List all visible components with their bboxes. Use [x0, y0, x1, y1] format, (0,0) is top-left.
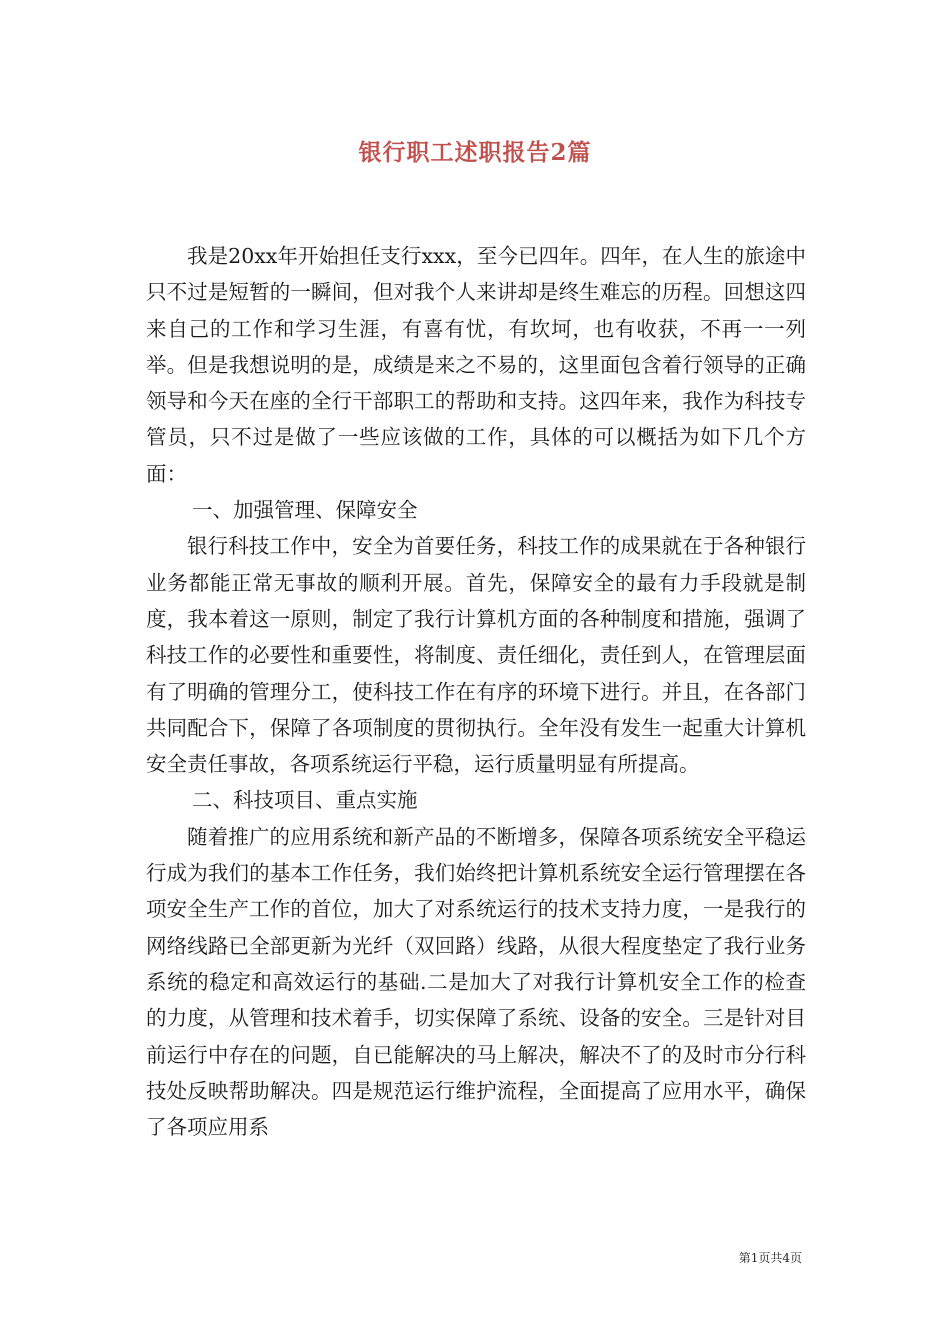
page-title: 银行职工述职报告2篇: [358, 139, 592, 166]
section-heading-1: 一、加强管理、保障安全: [192, 498, 418, 523]
paragraph-security: 银行科技工作中，安全为首要任务，科技工作的成果就在于各种银行业务都能正常无事故的顺利开展。首先，保障安全的最有力手段就是制度，我本着这一原则，制定了我行计算机方面的各种制度和措施，强调了科技工作的必要性和重要性，将制度、责任细化，责任到人，在管理层面有了明确的管理分工，使科技工作在有序的环境下进行。并且，在各部门共同配合下，保障了各项制度的贯彻执行。全年没有发生一起重大计算机安全责任事故，各项系统运行平稳，运行质量明显有所提高。: [146, 534, 806, 777]
page-number: 第1页共4页: [738, 1251, 802, 1265]
paragraph-intro: 我是20xx年开始担任支行xxx，至今已四年。四年，在人生的旅途中只不过是短暂的一瞬间，但对我个人来讲却是终生难忘的历程。回想这四来自己的工作和学习生涯，有喜有忧，有坎坷，也有收获，不再一一列举。但是我想说明的是，成绩是来之不易的，这里面包含着行领导的正确领导和今天在座的全行干部职工的帮助和支持。这四年来，我作为科技专管员，只不过是做了一些应该做的工作，具体的可以概括为如下几个方面：: [146, 244, 806, 486]
document-body: [146, 238, 806, 1145]
section-heading-2: 二、科技项目、重点实施: [192, 788, 418, 813]
paragraph-projects: 随着推广的应用系统和新产品的不断增多，保障各项系统安全平稳运行成为我们的基本工作任务，我们始终把计算机系统安全运行管理摆在各项安全生产工作的首位，加大了对系统运行的技术支持力度，一是我行的网络线路已全部更新为光纤（双回路）线路，从很大程度垫定了我行业务系统的稳定和高效运行的基础.二是加大了对我行计算机安全工作的检查的力度，从管理和技术着手，切实保障了系统、设备的安全。三是针对目前运行中存在的问题，自已能解决的马上解决，解决不了的及时市分行科技处反映帮助解决。四是规范运行维护流程，全面提高了应用水平，确保了各项应用系: [146, 824, 806, 1140]
